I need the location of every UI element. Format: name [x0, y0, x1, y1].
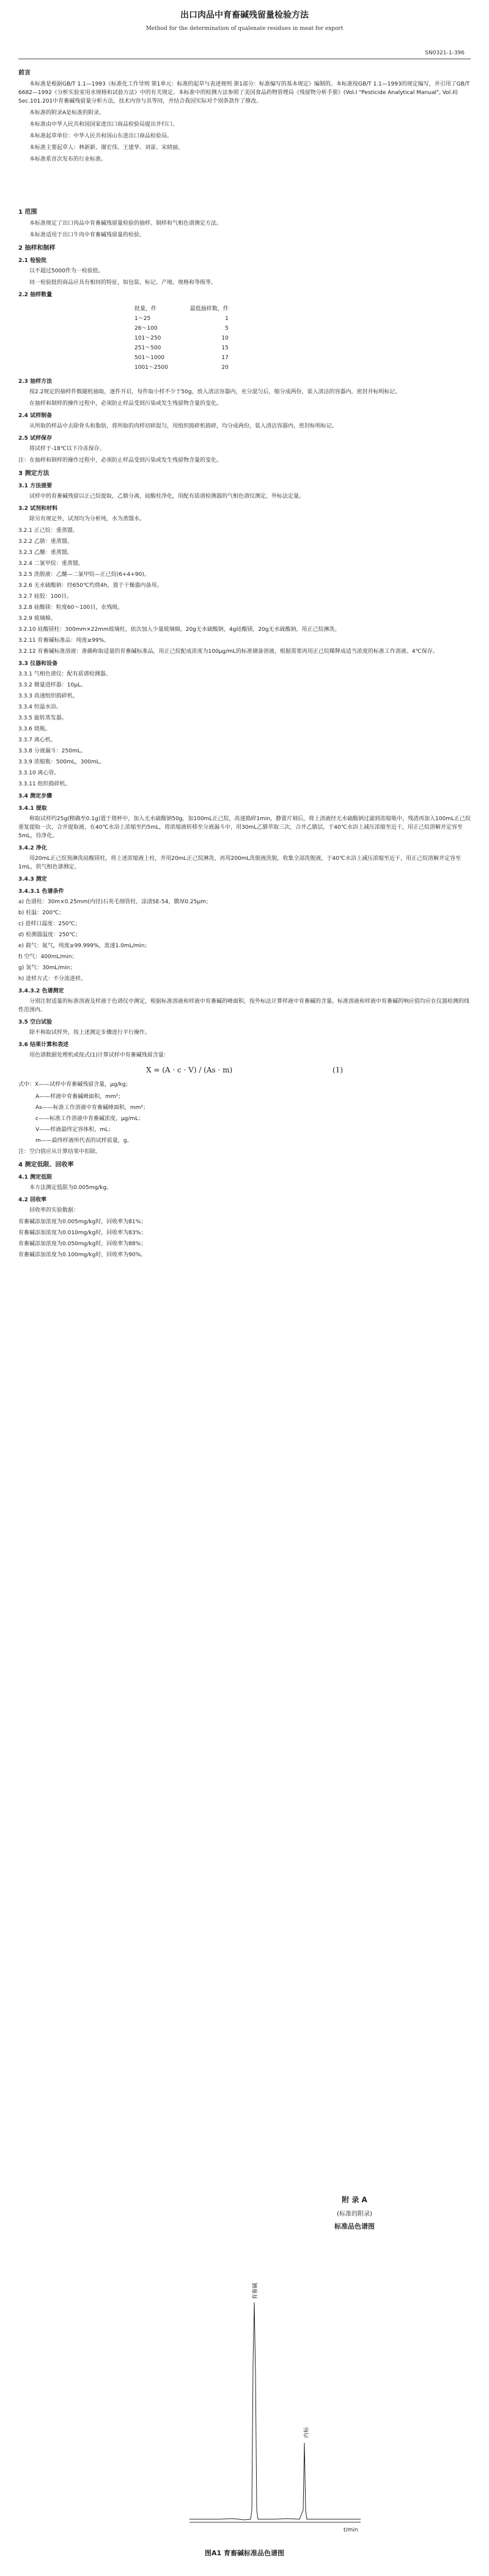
instrument-item: 3.3.11 组织捣碎机。: [18, 781, 71, 787]
section-2-3-heading: 2.3 抽样方法: [18, 379, 53, 385]
section-2-5-paragraph: 将试样于-18℃以下冷冻保存。: [29, 446, 105, 452]
section-1-heading: 1 范围: [18, 209, 37, 216]
table-row: [134, 314, 229, 324]
table-row: [134, 333, 229, 343]
section-2-4-paragraph: 从所取的样品中去除骨头和脂肪，将所取的肉样切碎混匀，用组织捣碎机捣碎，均分成两份，装入清洁容器内，密封标明标记。: [29, 423, 338, 429]
section-4-2-paragraph: 回收率的实验数据：: [29, 1207, 79, 1213]
instrument-item: 3.3.4 恒温水浴。: [18, 704, 62, 710]
table-cell: 17: [221, 355, 229, 361]
formula-variable: m——最终样液所代表的试样质量，g。: [35, 1138, 133, 1144]
gc-condition-item: g) 氢气：30mL/min；: [18, 965, 76, 971]
reagent-item: 3.2.3 乙醚：重蒸馏。: [18, 550, 73, 556]
instrument-item: 3.3.2 微量进样器：10μL。: [18, 682, 86, 688]
document-subtitle: Method for the determination of qualenate residues in meat for export: [145, 26, 344, 32]
chromatogram-figure: [183, 2241, 367, 2534]
reagent-item: 3.2.4 二氯甲烷：重蒸馏。: [18, 561, 84, 567]
formula-variable: A——样液中育畜碱峰面积，mm²；: [35, 1094, 124, 1100]
section-3-2-paragraph: 除另有规定外，试剂均为分析纯，水为蒸馏水。: [29, 516, 145, 522]
instrument-item: 3.3.1 气相色谱仪：配有质谱检测器。: [18, 671, 111, 677]
preface-paragraph: 本标准的附录A是标准的附录。: [29, 110, 105, 116]
table-row: [134, 363, 229, 373]
preface-paragraph: 本标准主要起草人：林新新、谢宏伟、王建华、刘雷、宋晓丽。: [29, 145, 184, 151]
section-4-1-paragraph: 本方法测定低限为0.005mg/kg。: [29, 1185, 112, 1191]
peak-label-1: 育畜碱: [252, 2282, 259, 2299]
section-3-4-3-2-heading: 3.4.3.2 色谱测定: [18, 988, 64, 994]
table-cell: 1001～2500: [134, 365, 168, 371]
table-header-cell: 最低抽样数，件: [189, 306, 229, 312]
table-header-cell: 批量，件: [134, 306, 157, 312]
instrument-item: 3.3.8 分液漏斗：250mL。: [18, 748, 86, 754]
section-3-4-2-heading: 3.4.2 净化: [18, 845, 47, 851]
section-3-heading: 3 测定方法: [18, 470, 50, 477]
table-cell: 5: [225, 326, 229, 332]
section-3-1-paragraph: 试样中的育畜碱残留以正己烷提取，乙腈分离，硅酸柱净化，用配有质谱检测器的气相色谱仪测定，外标法定量。: [29, 493, 305, 500]
section-2-4-heading: 2.4 试样制备: [18, 413, 53, 419]
section-2-heading: 2 抽样和制样: [18, 245, 56, 252]
reagent-item: 3.2.7 硅胶：100目。: [18, 594, 72, 600]
reagent-item: 3.2.8 硅酸镁：粒度60～100目，农残级。: [18, 605, 123, 611]
formula-note: 注：空白值应从计算结果中扣除。: [18, 1149, 101, 1155]
preface-paragraph: 本标准系首次发布的行业标准。: [29, 156, 107, 162]
formula-variable: V——样液最终定容体积，mL；: [35, 1127, 114, 1133]
section-3-5-heading: 3.5 空白试验: [18, 1019, 53, 1025]
section-3-3-heading: 3.3 仪器和设备: [18, 661, 58, 667]
reagent-item: 3.2.1 正己烷：重蒸馏。: [18, 528, 78, 534]
sampling-table: [134, 304, 229, 373]
reagent-item: 3.2.5 洗脱液：乙醚—二氯甲烷—正己烷(6+4+90)。: [18, 572, 150, 578]
section-2-1-paragraph: 同一检验批的商品应具有相同的特征，如包装、标记、产地、规格和等级等。: [29, 280, 217, 286]
instrument-item: 3.3.10 离心管。: [18, 770, 60, 776]
appendix-type: (标准的附录): [337, 2211, 372, 2218]
gc-condition-item: e) 载气：氦气，纯度≥99.999%，流速1.0mL/min；: [18, 943, 150, 949]
peak-label-2: 内标: [304, 2426, 310, 2438]
gc-condition-item: c) 进样口温度：250℃；: [18, 921, 81, 927]
formula: [18, 1066, 471, 1074]
section-2-1-paragraph: 以不超过5000件为一检验批。: [29, 268, 104, 274]
section-2-3-paragraph: 按2.2规定的抽样件数随机抽取，逐件开启，每件取小样不少于50g，放入清洁容器内，充分混匀后，缩分成两份，装入清洁的容器内，密封并标明标记。: [29, 389, 401, 395]
preface-paragraph: 本标准由中华人民共和国国家进出口商品检验局提出并归口。: [29, 122, 178, 128]
section-3-5-paragraph: 除不称取试样外，按上述测定步骤进行平行操作。: [29, 1030, 151, 1036]
section-4-heading: 4 测定低限、回收率: [18, 1162, 74, 1168]
reagent-item: 3.2.11 育畜碱标准品：纯度≥99%。: [18, 638, 110, 644]
section-3-4-3-heading: 3.4.3 测定: [18, 876, 47, 882]
section-3-6-heading: 3.6 结果计算和表述: [18, 1042, 69, 1048]
gc-condition-item: d) 检测器温度：250℃；: [18, 932, 81, 938]
section-3-4-3-1-heading: 3.4.3.1 色谱条件: [18, 889, 64, 895]
table-cell: 1: [225, 316, 229, 322]
reagent-item: 3.2.12 育畜碱标准溶液：准确称取适量的育畜碱标准品，用正己烷配成浓度为100μg/mL的标准储备溶液，根据需要再用正己烷稀释成适当浓度的标准工作溶液。4℃保存。: [18, 649, 438, 655]
table-row: [134, 343, 229, 353]
gc-condition-item: b) 柱温：200℃；: [18, 910, 65, 916]
section-3-4-1-paragraph: 称取试样约25g(精确至0.1g)置于烧杯中，加入无水硫酸钠50g，加100mL正己烷，高速捣碎1min，静置片刻后，将上清液经无水硫酸钠过滤到浓缩瓶中，残渣再加入100mL正己烷重复提取一次，合并提取液，在40℃水浴上浓缩至约5mL，将浓缩液转移至分液漏斗中，用30mL乙腈萃取三次，合并乙腈层，于40℃水浴上减压浓缩至近干，用正己烷溶解并定容至5mL，待净化。: [18, 816, 471, 839]
section-4-1-heading: 4.1 测定低限: [18, 1174, 53, 1181]
section-2-5-note: 注：在抽样和制样的操作过程中，必须防止样品受到污染或发生残留物含量的变化。: [18, 457, 222, 464]
section-3-6-paragraph: 用色谱数据处理机或按式(1)计算试样中育畜碱残留含量：: [29, 1052, 169, 1058]
section-3-2-heading: 3.2 试剂和材料: [18, 506, 58, 512]
reagent-item: 3.2.10 硅酸镁柱：300mm×22mm玻璃柱，依次加入少量玻璃棉，20g无水硫酸钠，4g硅酸镁，20g无水硫酸钠，用正己烷淋洗。: [18, 627, 340, 633]
section-3-4-2-paragraph: 用20mL正己烷预淋洗硅酸镁柱，将上述浓缩液上柱，并用20mL正己烷淋洗，再用200mL洗脱液洗脱，收集全部洗脱液，于40℃水浴上减压浓缩至近干，用正己烷溶解并定容至1mL，供气相色谱测定。: [18, 856, 461, 870]
gc-condition-item: h) 进样方式：不分流进样。: [18, 976, 87, 982]
instrument-item: 3.3.7 离心机。: [18, 737, 56, 743]
table-row: [134, 353, 229, 363]
formula-where: 式中：X——试样中育畜碱残留含量，μg/kg；: [18, 1082, 131, 1088]
axis-label: t/min: [344, 2527, 358, 2533]
appendix-header: [263, 2183, 446, 2231]
formula-variable: c——标准工作溶液中育畜碱浓度，μg/mL；: [35, 1116, 144, 1122]
section-2-5-heading: 2.5 试样保存: [18, 435, 53, 442]
table-cell: 101～250: [134, 335, 161, 341]
table-cell: 251～500: [134, 345, 161, 351]
document-title: 出口肉品中育畜碱残留量检验方法: [180, 10, 309, 20]
reagent-item: 3.2.9 玻璃棉。: [18, 616, 56, 622]
instrument-item: 3.3.6 烧瓶。: [18, 726, 51, 732]
gc-condition-item: f) 空气：400mL/min；: [18, 954, 78, 960]
table-cell: 501～1000: [134, 355, 165, 361]
document-body: [18, 64, 471, 1262]
instrument-item: 3.3.3 高速组织捣碎机。: [18, 693, 78, 699]
section-3-4-heading: 3.4 测定步骤: [18, 793, 53, 799]
formula-expression: X = (A · c · V) / (As · m): [145, 1066, 233, 1074]
recovery-item: 育畜碱添加浓度为0.005mg/kg时，回收率为81%；: [18, 1219, 147, 1225]
table-cell: 10: [221, 335, 229, 341]
gc-condition-item: a) 色谱柱：30m×0.25mm(内径)石英毛细管柱，涂渍SE-54，膜厚0.25μm；: [18, 899, 211, 905]
formula-variable: As——标准工作溶液中育畜碱峰面积，mm²；: [35, 1105, 149, 1111]
appendix-label: 附 录 A: [342, 2196, 367, 2204]
preface-paragraph: 本标准是根据GB/T 1.1—1993《标准化工作导则 第1单元：标准的起草与表述规则 第1部分：标准编写的基本规定》编制的。本标准按GB/T 1.1—1993的规定编写，并引用了GB/T 6682—1992《分析实验室用水规格和试验方法》中的有关规定。本标准中的检测方法参照了美国食品药物管理局《残留物分析手册》(Vol.I "Pesticide Analytical Manual", Vol.II) Sec.101.201中育畜碱残留量分析方法，技术内容与其等同，并结合我国实际对个别条款作了修改。: [18, 81, 470, 104]
instrument-item: 3.3.5 旋转蒸发器。: [18, 715, 67, 721]
section-4-2-heading: 4.2 回收率: [18, 1197, 47, 1203]
spacer: [18, 167, 471, 203]
table-cell: 15: [221, 345, 229, 351]
section-3-4-1-heading: 3.4.1 提取: [18, 806, 47, 812]
formula-number: (1): [333, 1066, 344, 1074]
recovery-item: 育畜碱添加浓度为0.050mg/kg时，回收率为88%；: [18, 1241, 147, 1247]
table-cell: 1～25: [134, 316, 151, 322]
table-cell: 26～100: [134, 326, 158, 332]
document-number: SN0321-1-396: [425, 50, 465, 56]
section-1-paragraph: 本标准适用于出口牛肉中育畜碱残留量的检验。: [29, 232, 145, 238]
preface-heading: 前言: [18, 70, 31, 76]
section-3-4-3-2-paragraph: 分别注射适量的标准溶液及样液于色谱仪中测定，根据标准溶液和样液中育畜碱的峰面积，按外标法计算样液中育畜碱的含量。标准溶液和样液中育畜碱的响应值均应在仪器检测的线性范围内。: [18, 999, 470, 1013]
section-2-1-heading: 2.1 检验批: [18, 258, 47, 264]
reagent-item: 3.2.2 乙腈：重蒸馏。: [18, 539, 73, 545]
table-cell: 20: [221, 365, 229, 371]
table-header-row: [134, 304, 229, 314]
section-2-3-paragraph: 在抽样和制样的操作过程中，必须防止样品受到污染或发生残留物含量的变化。: [29, 401, 222, 407]
reagent-item: 3.2.6 无水硫酸钠：经650℃灼烧4h，置于干燥器内备用。: [18, 583, 163, 589]
appendix-title: 标准品色谱图: [334, 2222, 375, 2230]
section-1-paragraph: 本标准规定了出口肉品中育畜碱残留量检验的抽样、制样和气相色谱测定方法。: [29, 220, 222, 227]
recovery-item: 育畜碱添加浓度为0.010mg/kg时，回收率为83%；: [18, 1230, 147, 1236]
preface-paragraph: 本标准起草单位：中华人民共和国山东进出口商品检验局。: [29, 133, 173, 139]
figure-caption: 图A1 育畜碱标准品色谱图: [205, 2549, 284, 2557]
section-2-2-heading: 2.2 抽样数量: [18, 292, 53, 298]
recovery-item: 育畜碱添加浓度为0.100mg/kg时，回收率为90%。: [18, 1252, 147, 1258]
section-3-1-heading: 3.1 方法提要: [18, 483, 53, 489]
instrument-item: 3.3.9 浓缩瓶：500mL，300mL。: [18, 759, 105, 765]
chromatogram-trace: [189, 2302, 361, 2520]
table-row: [134, 324, 229, 333]
